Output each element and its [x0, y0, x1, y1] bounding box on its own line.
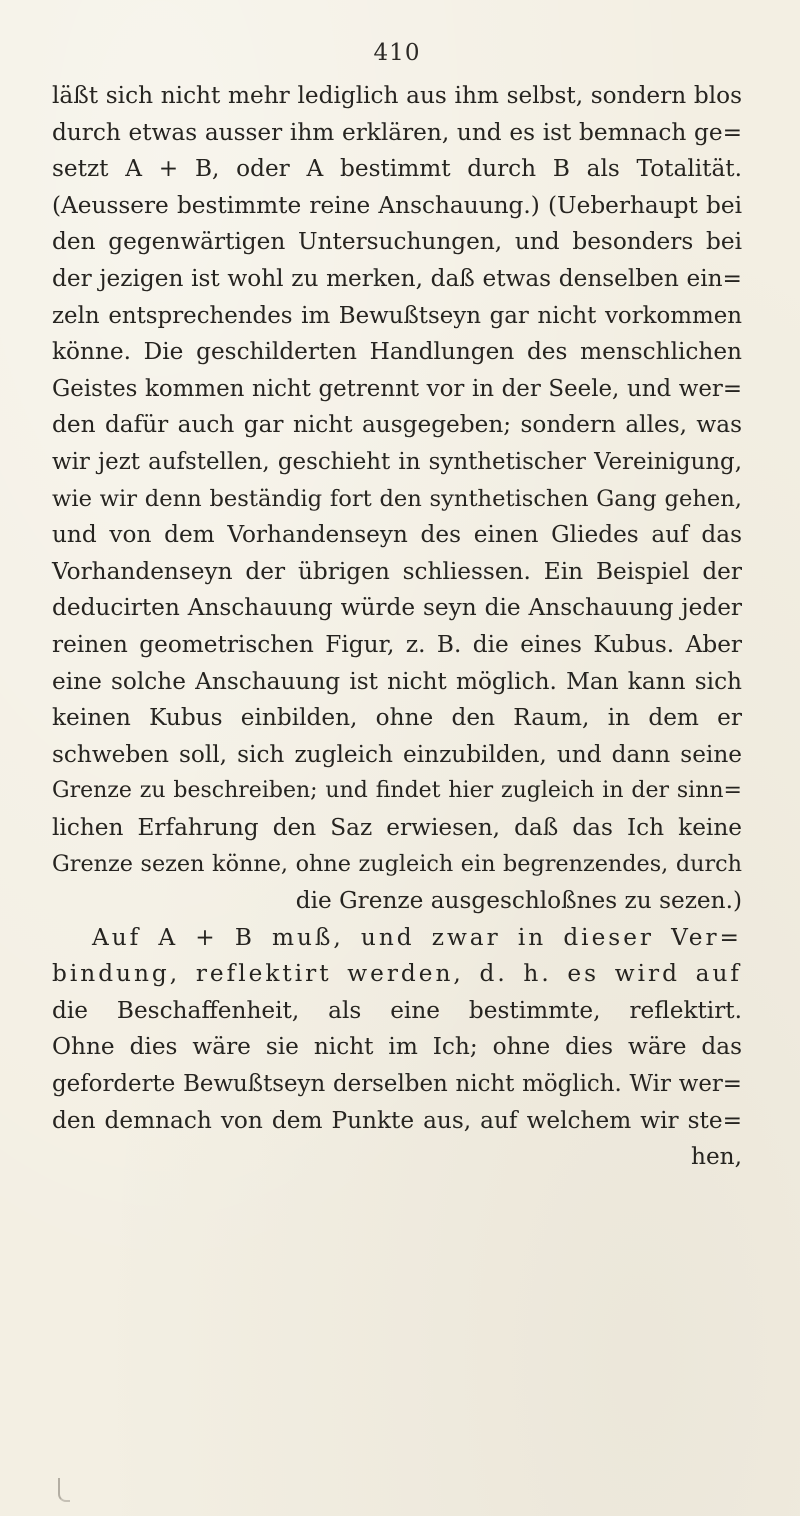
text-line: (Aeussere bestimmte reine Anschauung.) (Ueberhaupt bei [52, 191, 742, 219]
text-line: Vorhandenseyn der übrigen schliessen. Ein Beispiel der [52, 557, 742, 585]
text-line: Geistes kommen nicht getrennt vor in der Seele, und wer= [52, 375, 742, 402]
text-line: den demnach von dem Punkte aus, auf welchem wir ste= [52, 1106, 742, 1134]
text-line: Ohne dies wäre sie nicht im Ich; ohne dies wäre das [52, 1033, 742, 1061]
text-line: die Beschaffenheit, als eine bestimmte, reflektirt. [52, 996, 742, 1024]
text-line: der jezigen ist wohl zu merken, daß etwas denselben ein= [52, 264, 742, 292]
text-line: die Grenze ausgeschloßnes zu sezen.) [295, 887, 742, 915]
text-line: könne. Die geschilderten Handlungen des menschlichen [52, 338, 742, 366]
text-line: wie wir denn beständig fort den synthetischen Gang gehen, [52, 485, 742, 512]
text-line: wir jezt aufstellen, geschieht in synthetischer Vereinigung, [52, 448, 742, 475]
text-line-spaced: Auf A + B muß, und zwar in dieser Ver= [92, 923, 742, 951]
text-line: geforderte Bewußtseyn derselben nicht möglich. Wir wer= [52, 1071, 742, 1098]
text-line: Grenze sezen könne, ohne zugleich ein begrenzendes, durch [52, 851, 742, 878]
page-mark [58, 1478, 70, 1502]
text-line: Grenze zu beschreiben; und findet hier zugleich in der sinn= [52, 778, 742, 804]
text-line: den gegenwärtigen Untersuchungen, und besonders bei [52, 228, 742, 256]
text-line: deducirten Anschauung würde seyn die Anschauung jeder [52, 594, 742, 622]
text-line: den dafür auch gar nicht ausgegeben; sondern alles, was [52, 411, 742, 439]
text-line: läßt sich nicht mehr lediglich aus ihm selbst, sondern blos [52, 82, 742, 109]
text-line: schweben soll, sich zugleich einzubilden, und dann seine [52, 740, 742, 768]
text-line: reinen geometrischen Figur, z. B. die eines Kubus. Aber [52, 630, 742, 658]
text-line: setzt A + B, oder A bestimmt durch B als Totalität. [52, 155, 742, 183]
text-line: hen, [691, 1143, 742, 1171]
page-number: 410 [373, 40, 421, 66]
text-line: eine solche Anschauung ist nicht möglich. Man kann sich [52, 667, 742, 695]
text-line-spaced: bindung, reflektirt werden, d. h. es wird auf [52, 960, 742, 988]
text-line: keinen Kubus einbilden, ohne den Raum, in dem er [52, 704, 742, 732]
text-line: und von dem Vorhandenseyn des einen Gliedes auf das [52, 521, 742, 549]
text-line: zeln entsprechendes im Bewußtseyn gar nicht vorkommen [52, 302, 742, 329]
body-text [52, 78, 742, 1176]
text-line: durch etwas ausser ihm erklären, und es ist bemnach ge= [52, 118, 742, 146]
text-line: lichen Erfahrung den Saz erwiesen, daß das Ich keine [52, 813, 742, 841]
